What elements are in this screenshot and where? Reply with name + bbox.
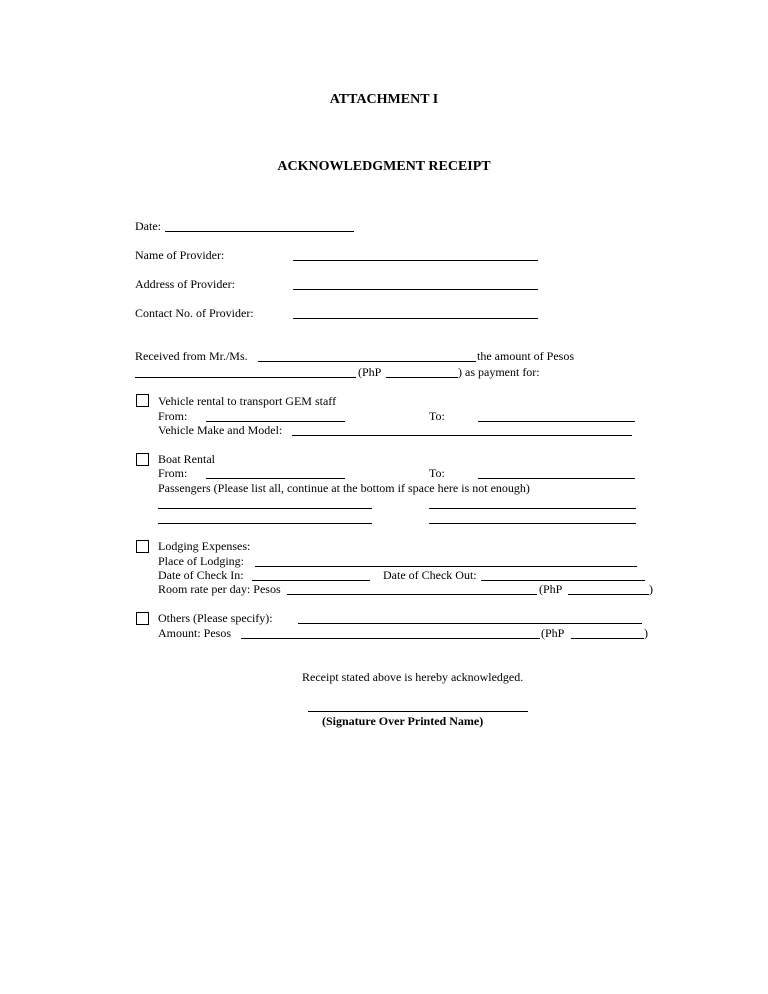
passenger-line[interactable]	[429, 508, 636, 509]
date-label: Date:	[135, 219, 161, 233]
vehicle-rental-label: Vehicle rental to transport GEM staff	[158, 394, 337, 408]
php-open-label: (PhP	[358, 365, 382, 379]
lodging-place-line[interactable]	[255, 566, 637, 567]
check-in-line[interactable]	[252, 580, 370, 581]
boat-rental-checkbox[interactable]	[136, 453, 149, 466]
vehicle-from-label: From:	[158, 409, 188, 423]
others-specify-line[interactable]	[298, 623, 642, 624]
payer-name-line[interactable]	[258, 361, 476, 362]
vehicle-make-line[interactable]	[292, 435, 632, 436]
provider-contact-line[interactable]	[293, 318, 538, 319]
boat-rental-label: Boat Rental	[158, 452, 215, 466]
vehicle-rental-checkbox[interactable]	[136, 394, 149, 407]
lodging-label: Lodging Expenses:	[158, 539, 251, 553]
signature-line[interactable]	[308, 711, 528, 712]
room-rate-label: Room rate per day: Pesos	[158, 582, 281, 596]
check-in-label: Date of Check In:	[158, 568, 244, 582]
passenger-line[interactable]	[429, 523, 636, 524]
amount-words-line[interactable]	[135, 377, 356, 378]
vehicle-to-label: To:	[429, 409, 445, 423]
passengers-label: Passengers (Please list all, continue at the bottom if space here is not enough)	[158, 481, 530, 495]
provider-address-line[interactable]	[293, 289, 538, 290]
others-php-line[interactable]	[571, 638, 644, 639]
check-out-label: Date of Check Out:	[383, 568, 477, 582]
vehicle-make-label: Vehicle Make and Model:	[158, 423, 283, 437]
room-rate-line[interactable]	[287, 594, 537, 595]
provider-name-line[interactable]	[293, 260, 538, 261]
date-line[interactable]	[165, 231, 354, 232]
provider-address-label: Address of Provider:	[135, 277, 235, 291]
provider-contact-label: Contact No. of Provider:	[135, 306, 254, 320]
room-rate-php-label: (PhP	[539, 582, 563, 596]
vehicle-to-line[interactable]	[478, 421, 635, 422]
boat-from-line[interactable]	[206, 478, 345, 479]
received-from-label: Received from Mr./Ms.	[135, 349, 248, 363]
signature-label: (Signature Over Printed Name)	[322, 714, 484, 728]
lodging-place-label: Place of Lodging:	[158, 554, 244, 568]
receipt-title: ACKNOWLEDGMENT RECEIPT	[277, 159, 491, 174]
payment-for-label: ) as payment for:	[458, 365, 540, 379]
others-checkbox[interactable]	[136, 612, 149, 625]
passenger-line[interactable]	[158, 508, 372, 509]
boat-to-line[interactable]	[478, 478, 635, 479]
passenger-line[interactable]	[158, 523, 372, 524]
check-out-line[interactable]	[481, 580, 645, 581]
attachment-heading: ATTACHMENT I	[329, 92, 439, 107]
others-amount-line[interactable]	[241, 638, 540, 639]
room-rate-php-line[interactable]	[568, 594, 649, 595]
room-rate-php-close: )	[649, 582, 653, 596]
vehicle-from-line[interactable]	[206, 421, 345, 422]
boat-from-label: From:	[158, 466, 188, 480]
boat-to-label: To:	[429, 466, 445, 480]
acknowledgment-text: Receipt stated above is hereby acknowledged.	[302, 670, 524, 684]
php-amount-line[interactable]	[386, 377, 458, 378]
amount-pesos-label: the amount of Pesos	[477, 349, 574, 363]
lodging-checkbox[interactable]	[136, 540, 149, 553]
others-php-close: )	[644, 626, 648, 640]
others-amount-label: Amount: Pesos	[158, 626, 232, 640]
others-label: Others (Please specify):	[158, 611, 273, 625]
others-php-label: (PhP	[541, 626, 565, 640]
provider-name-label: Name of Provider:	[135, 248, 225, 262]
